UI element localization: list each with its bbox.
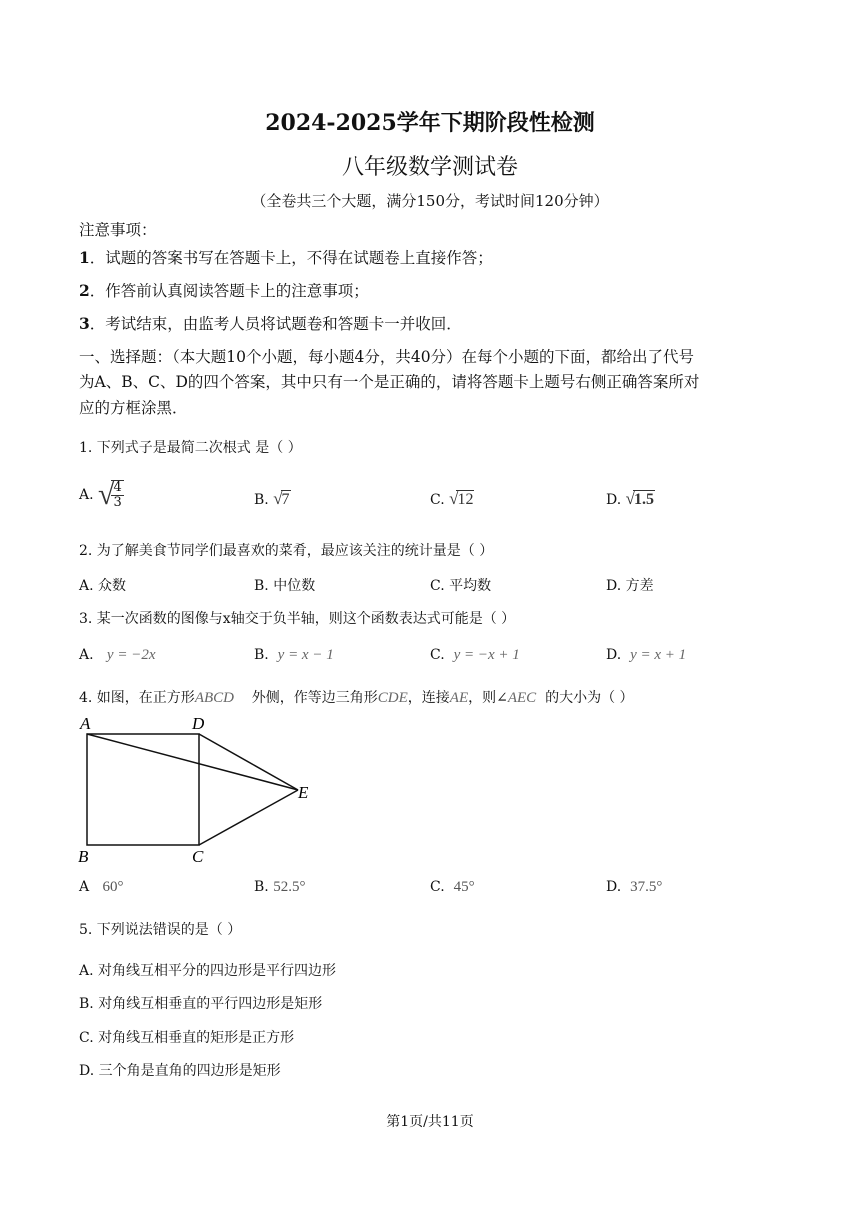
stem-math: CDE	[377, 690, 408, 706]
label-c: C	[192, 847, 204, 866]
notice-item-text: ．作答前认真阅读答题卡上的注意事项；	[89, 282, 369, 300]
stem-math: ABCD	[194, 690, 234, 706]
radical-icon: √	[449, 489, 459, 508]
option-label: A.	[79, 578, 94, 594]
notice-item-number: 2	[79, 281, 90, 300]
question-5-option-d: D. 三个角是直角的四边形是矩形	[79, 1063, 281, 1079]
question-2-option-d	[606, 575, 654, 595]
option-label: A.	[79, 487, 94, 503]
question-4-option-c	[430, 879, 475, 896]
option-label: C.	[430, 647, 445, 663]
option-label: B.	[254, 879, 269, 895]
notice-item-1	[79, 246, 493, 268]
question-1-option-d	[606, 489, 655, 509]
question-5-option-c: C. 对角线互相垂直的矩形是正方形	[79, 1030, 295, 1046]
question-3-option-c	[430, 647, 520, 664]
segment-ce	[199, 790, 298, 845]
label-b: B	[78, 847, 89, 866]
option-label: B.	[254, 647, 269, 663]
radical-icon: √	[98, 478, 115, 511]
radical-icon: √	[273, 489, 283, 508]
label-e: E	[298, 783, 309, 802]
section-instructions-line-1: 一、选择题：（本大题10个小题，每小题4分，共40分）在每个小题的下面，都给出了代号	[79, 348, 695, 366]
question-2-stem: 2. 为了解美食节同学们最喜欢的菜肴，最应该关注的统计量是（ ）	[79, 543, 494, 559]
question-2-option-a	[79, 575, 126, 595]
option-label: B.	[254, 492, 269, 508]
option-value: 37.5°	[630, 879, 663, 895]
exam-subtitle: 八年级数学测试卷	[341, 155, 518, 180]
option-text: 平均数	[449, 578, 492, 594]
option-text: 中位数	[273, 578, 316, 594]
stem-text: ，则∠	[468, 690, 508, 706]
option-formula: y = x + 1	[630, 647, 687, 663]
label-d: D	[192, 714, 205, 733]
question-1-option-c	[430, 489, 474, 509]
question-4-option-b	[254, 879, 305, 896]
question-3-option-a	[79, 647, 155, 664]
segment-de	[199, 734, 298, 790]
segment-ae	[87, 734, 298, 790]
question-5-option-b: B. 对角线互相垂直的平行四边形是矩形	[79, 996, 323, 1012]
notice-item-2	[79, 279, 369, 301]
stem-text: 的大小为（ ）	[545, 690, 634, 706]
section-instructions-line-3: 应的方框涂黑．	[79, 399, 188, 417]
option-label: A	[79, 879, 90, 895]
question-3-option-b	[254, 647, 334, 664]
stem-math: AE	[449, 690, 469, 706]
option-label: D.	[606, 647, 622, 663]
radicand: 7	[281, 491, 290, 508]
radicand: 12	[457, 491, 474, 508]
question-2-option-b	[254, 575, 315, 595]
stem-math: AEC	[507, 690, 537, 706]
question-5-option-a: A. 对角线互相平分的四边形是平行四边形	[79, 963, 337, 979]
notice-item-number: 3	[79, 314, 90, 333]
square-triangle-figure	[70, 710, 330, 870]
option-value: 60°	[102, 879, 124, 895]
notice-item-text: ．试题的答案书写在答题卡上，不得在试题卷上直接作答；	[89, 249, 493, 267]
question-1-option-b	[254, 489, 291, 509]
label-a: A	[80, 714, 91, 733]
notice-item-text: ．考试结束，由监考人员将试题卷和答题卡一并收回．	[89, 315, 462, 333]
notice-item-3	[79, 312, 462, 334]
question-4-stem	[79, 687, 634, 707]
option-label: B.	[254, 578, 269, 594]
option-label: C.	[430, 492, 445, 508]
page-footer: 第1页/共11页	[386, 1114, 474, 1130]
option-label: C.	[430, 578, 445, 594]
option-formula: y = −2x	[106, 647, 156, 663]
option-label: D.	[606, 492, 622, 508]
option-text: 众数	[98, 578, 127, 594]
notice-item-number: 1	[79, 248, 90, 267]
question-4-option-a	[79, 879, 123, 896]
option-formula: y = x − 1	[277, 647, 334, 663]
question-1-option-a	[79, 478, 124, 512]
section-instructions-line-2: 为A、B、C、D的四个答案，其中只有一个是正确的，请将答题卡上题号右侧正确答案所对	[79, 373, 700, 391]
exam-note: （全卷共三个大题，满分150分，考试时间120分钟）	[251, 192, 609, 210]
option-label: C.	[430, 879, 445, 895]
notice-heading: 注意事项：	[79, 221, 157, 239]
option-label: D.	[606, 578, 622, 594]
exam-title: 2024-2025学年下期阶段性检测	[265, 110, 595, 136]
fraction	[111, 480, 123, 510]
question-3-option-d	[606, 647, 686, 664]
radical-icon: √	[625, 489, 635, 508]
question-4-option-d	[606, 879, 662, 896]
option-formula: y = −x + 1	[453, 647, 520, 663]
fraction-numerator: 4	[113, 480, 122, 495]
option-label: D.	[606, 879, 622, 895]
option-value: 45°	[453, 879, 475, 895]
radicand: 1.5	[633, 491, 654, 508]
option-value: 52.5°	[273, 879, 306, 895]
fraction-denominator: 3	[113, 495, 122, 510]
question-3-stem: 3. 某一次函数的图像与x轴交于负半轴，则这个函数表达式可能是（ ）	[79, 611, 516, 627]
stem-text: 4. 如图，在正方形	[79, 690, 195, 706]
option-label: A.	[79, 647, 94, 663]
square-abcd	[87, 734, 199, 845]
stem-text: 外侧，作等边三角形	[251, 690, 378, 706]
question-2-option-c	[430, 575, 491, 595]
question-5-stem: 5. 下列说法错误的是（ ）	[79, 922, 242, 938]
option-text: 方差	[625, 578, 654, 594]
question-1-stem: 1. 下列式子是最简二次根式 是（ ）	[79, 440, 302, 456]
stem-text: ，连接	[407, 690, 450, 706]
